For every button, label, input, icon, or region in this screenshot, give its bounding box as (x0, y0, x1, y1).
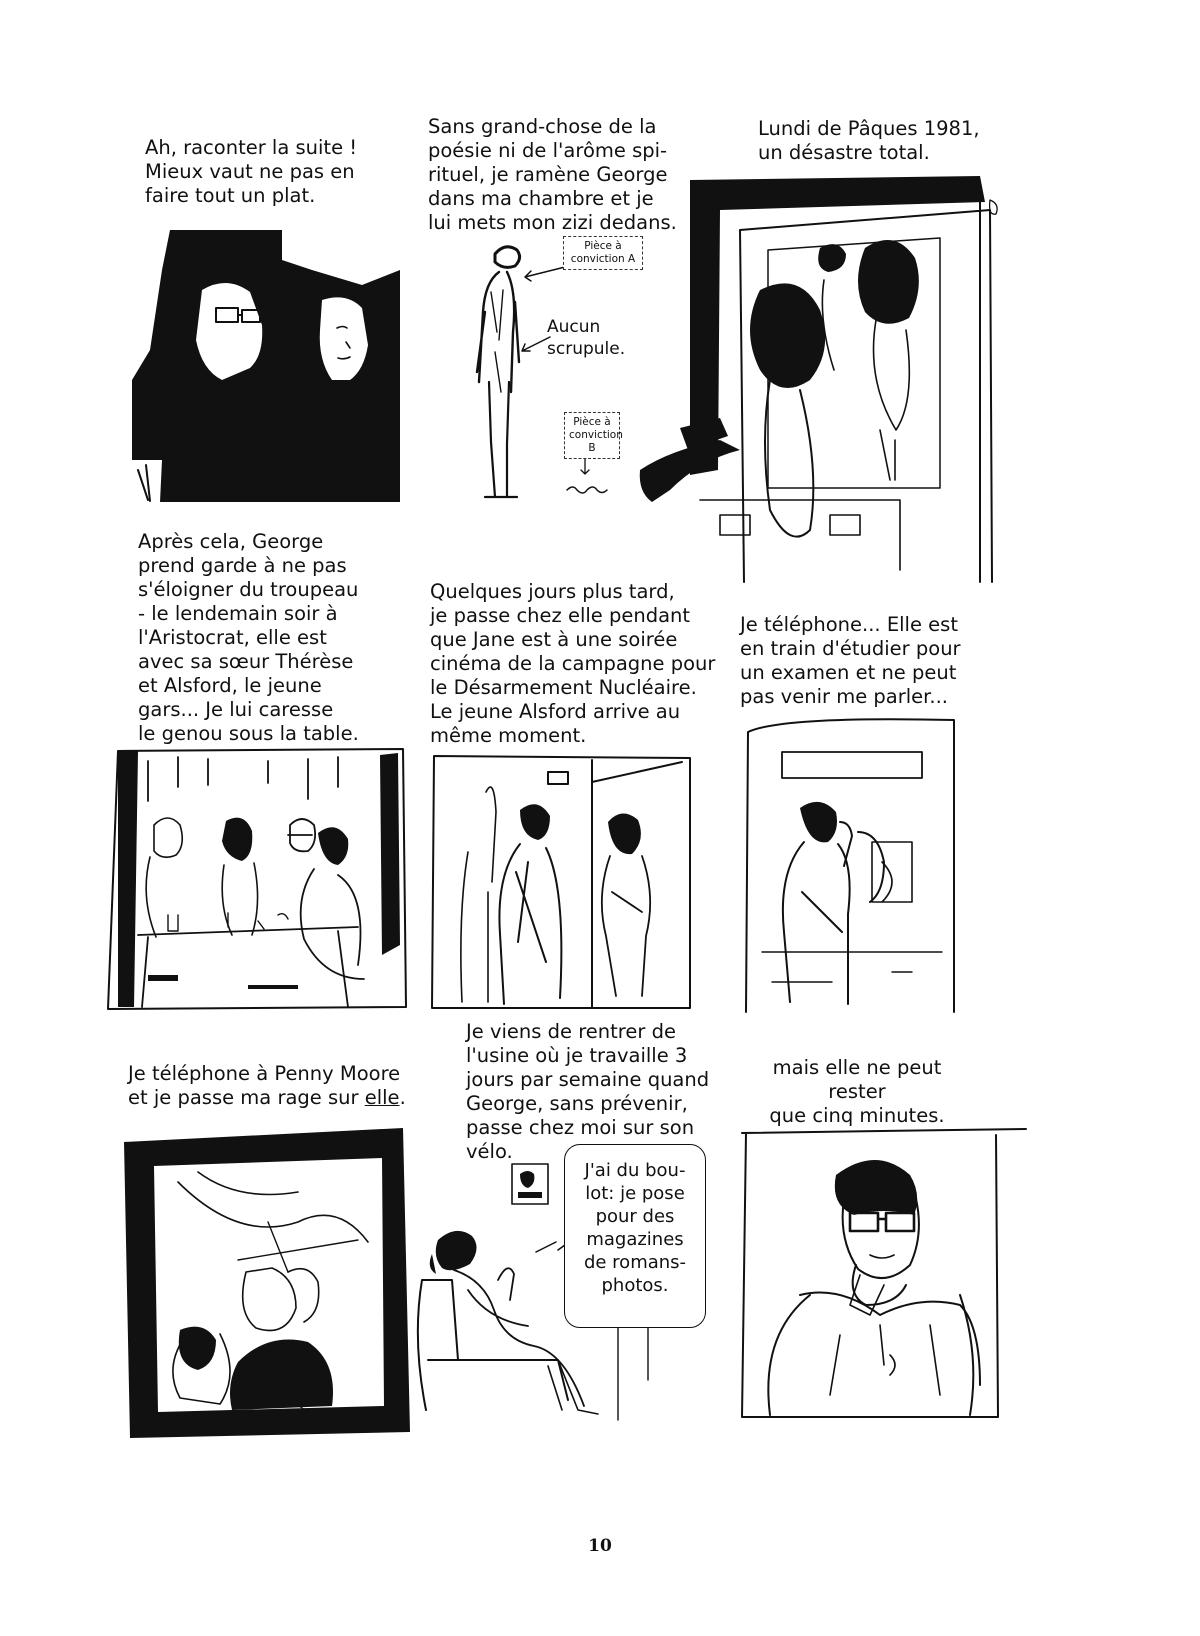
panel-thinking-man (740, 1125, 1030, 1423)
label-exhibit-b: Pièce à conviction B (564, 412, 620, 459)
panel-seated-woman (408, 1130, 708, 1422)
panel-phone-closeup (118, 1122, 413, 1440)
panel-bar-table (108, 745, 413, 1017)
thinking-man-illustration (740, 1125, 1030, 1423)
couple-closeup-illustration (132, 230, 402, 505)
caption-4: Après cela, George prend garde à ne pas s'éloigner du troupeau - le lendemain soir à l'Aristocrat, elle est avec sa sœur Thérèse et Alsford, le jeune gars... Je lui caresse le genou sous la table. (138, 530, 359, 745)
caption-2: Sans grand-chose de la poésie ni de l'arôme spi- rituel, je ramène George dans ma chambre et je lui mets mon zizi dedans. (428, 115, 677, 234)
panel-doorway (428, 752, 696, 1014)
caption-1: Ah, raconter la suite ! Mieux vaut ne pas en faire tout un plat. (145, 136, 358, 207)
caption-6: Je téléphone... Elle est en train d'étudier pour un examen et ne peut pas venir me parler... (740, 613, 961, 708)
caption-7 (128, 1062, 406, 1110)
panel-couple-closeup (132, 230, 402, 505)
annotation-no-scruples: Aucun scrupule. (547, 317, 626, 359)
label-exhibit-a: Pièce à conviction A (563, 236, 643, 270)
doorway-illustration (428, 752, 696, 1014)
caption-5: Quelques jours plus tard, je passe chez elle pendant que Jane est à une soirée cinéma de la campagne pour le Désarmement Nucléaire. Le jeune Alsford arrive au même moment. (430, 580, 716, 747)
caption-8: Je viens de rentrer de l'usine où je travaille 3 jours par semaine quand George, sans prévenir, passe chez moi sur son vélo. (466, 1020, 710, 1163)
panel-mirror-scene (640, 170, 1030, 582)
mirror-scene-illustration (640, 170, 1030, 582)
speech-bubble: J'ai du bou- lot: je pose pour des magazines de romans- photos. (564, 1144, 706, 1328)
phone-booth-illustration (742, 712, 967, 1022)
caption-9: mais elle ne peut rester que cinq minutes. (769, 1056, 945, 1127)
panel-standing-figure (455, 232, 665, 507)
caption-7-end: . (399, 1086, 406, 1109)
caption-3: Lundi de Pâques 1981, un désastre total. (758, 117, 980, 164)
page-number: 10 (588, 1536, 612, 1556)
phone-closeup-illustration (118, 1122, 413, 1440)
bar-table-illustration (108, 745, 413, 1017)
caption-7-text: Je téléphone à Penny Moore et je passe ma rage sur (128, 1062, 401, 1109)
caption-7-emphasis: elle (364, 1086, 400, 1109)
panel-phone-booth (742, 712, 967, 1022)
standing-figure-illustration (455, 232, 665, 507)
